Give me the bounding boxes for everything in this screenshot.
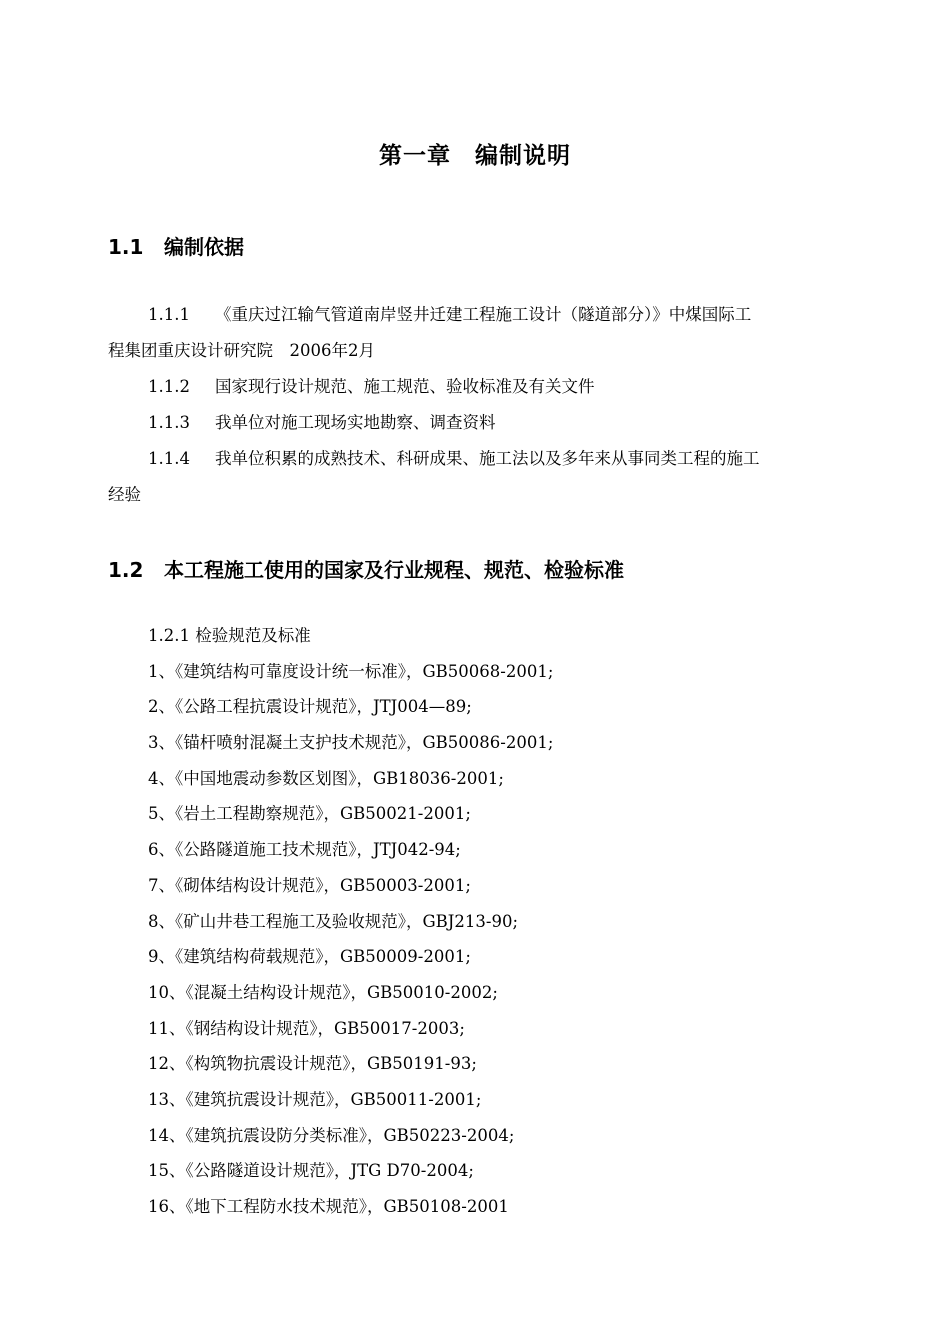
basis-item-1-1-2 (108, 369, 860, 405)
list-item: 13、《建筑抗震设计规范》，GB50011-2001; (148, 1089, 482, 1109)
item-number: 1.1.1 (148, 305, 190, 324)
list-item: 8、《矿山井巷工程施工及验收规范》，GBJ213-90; (148, 911, 519, 931)
list-item: 3、《锚杆喷射混凝土支护技术规范》，GB50086-2001; (148, 733, 554, 753)
list-item: 10、《混凝土结构设计规范》，GB50010-2002; (148, 982, 498, 1002)
list-item: 7、《砌体结构设计规范》，GB50003-2001; (148, 875, 471, 895)
list-item: 4、《中国地震动参数区划图》，GB18036-2001; (148, 768, 504, 788)
list-item: 2、《公路工程抗震设计规范》，JTJ004—89; (148, 697, 472, 717)
chapter-title: 第一章 编制说明 (379, 143, 571, 169)
item-number: 1.1.2 (148, 377, 190, 396)
section-title: 本工程施工使用的国家及行业规程、规范、检验标准 (164, 558, 624, 582)
item-text-line1: 我单位积累的成熟技术、科研成果、施工法以及多年来从事同类工程的施工 (215, 449, 760, 468)
item-text-line1: 国家现行设计规范、施工规范、验收标准及有关文件 (215, 377, 595, 396)
item-number: 1.1.4 (148, 449, 190, 468)
item-text-line1: 我单位对施工现场实地勘察、调查资料 (215, 413, 496, 432)
list-item: 12、《构筑物抗震设计规范》，GB50191-93; (148, 1054, 477, 1074)
section-heading-1-1 (108, 231, 244, 260)
list-item: 11、《钢结构设计规范》，GB50017-2003; (148, 1018, 465, 1038)
standards-subheading: 1.2.1 检验规范及标准 (148, 626, 311, 645)
list-item: 5、《岩土工程勘察规范》，GB50021-2001; (148, 804, 471, 824)
item-number: 1.1.3 (148, 413, 190, 432)
item-text-line2: 程集团重庆设计研究院 2006年2月 (108, 341, 375, 360)
item-text-line1: 《重庆过江输气管道南岸竖井迁建工程施工设计（隧道部分）》中煤国际工 (215, 305, 752, 324)
basis-item-1-1-3 (108, 405, 860, 441)
basis-item-1-1-1 (108, 297, 860, 369)
section-title: 编制依据 (164, 235, 244, 259)
item-text-line2: 经验 (108, 485, 141, 504)
list-item: 1、《建筑结构可靠度设计统一标准》，GB50068-2001; (148, 661, 554, 681)
list-item: 14、《建筑抗震设防分类标准》，GB50223-2004; (148, 1125, 515, 1145)
list-item: 15、《公路隧道设计规范》，JTG D70-2004; (148, 1161, 474, 1181)
section-number: 1.1 (108, 235, 144, 259)
list-item: 9、《建筑结构荷载规范》，GB50009-2001; (148, 947, 471, 967)
list-item: 16、《地下工程防水技术规范》，GB50108-2001 (148, 1197, 509, 1216)
section-heading-1-2 (108, 554, 624, 583)
list-item: 6、《公路隧道施工技术规范》，JTJ042-94; (148, 840, 461, 860)
section-number: 1.2 (108, 558, 144, 582)
basis-item-1-1-4 (108, 441, 860, 513)
standards-list (148, 618, 553, 1225)
